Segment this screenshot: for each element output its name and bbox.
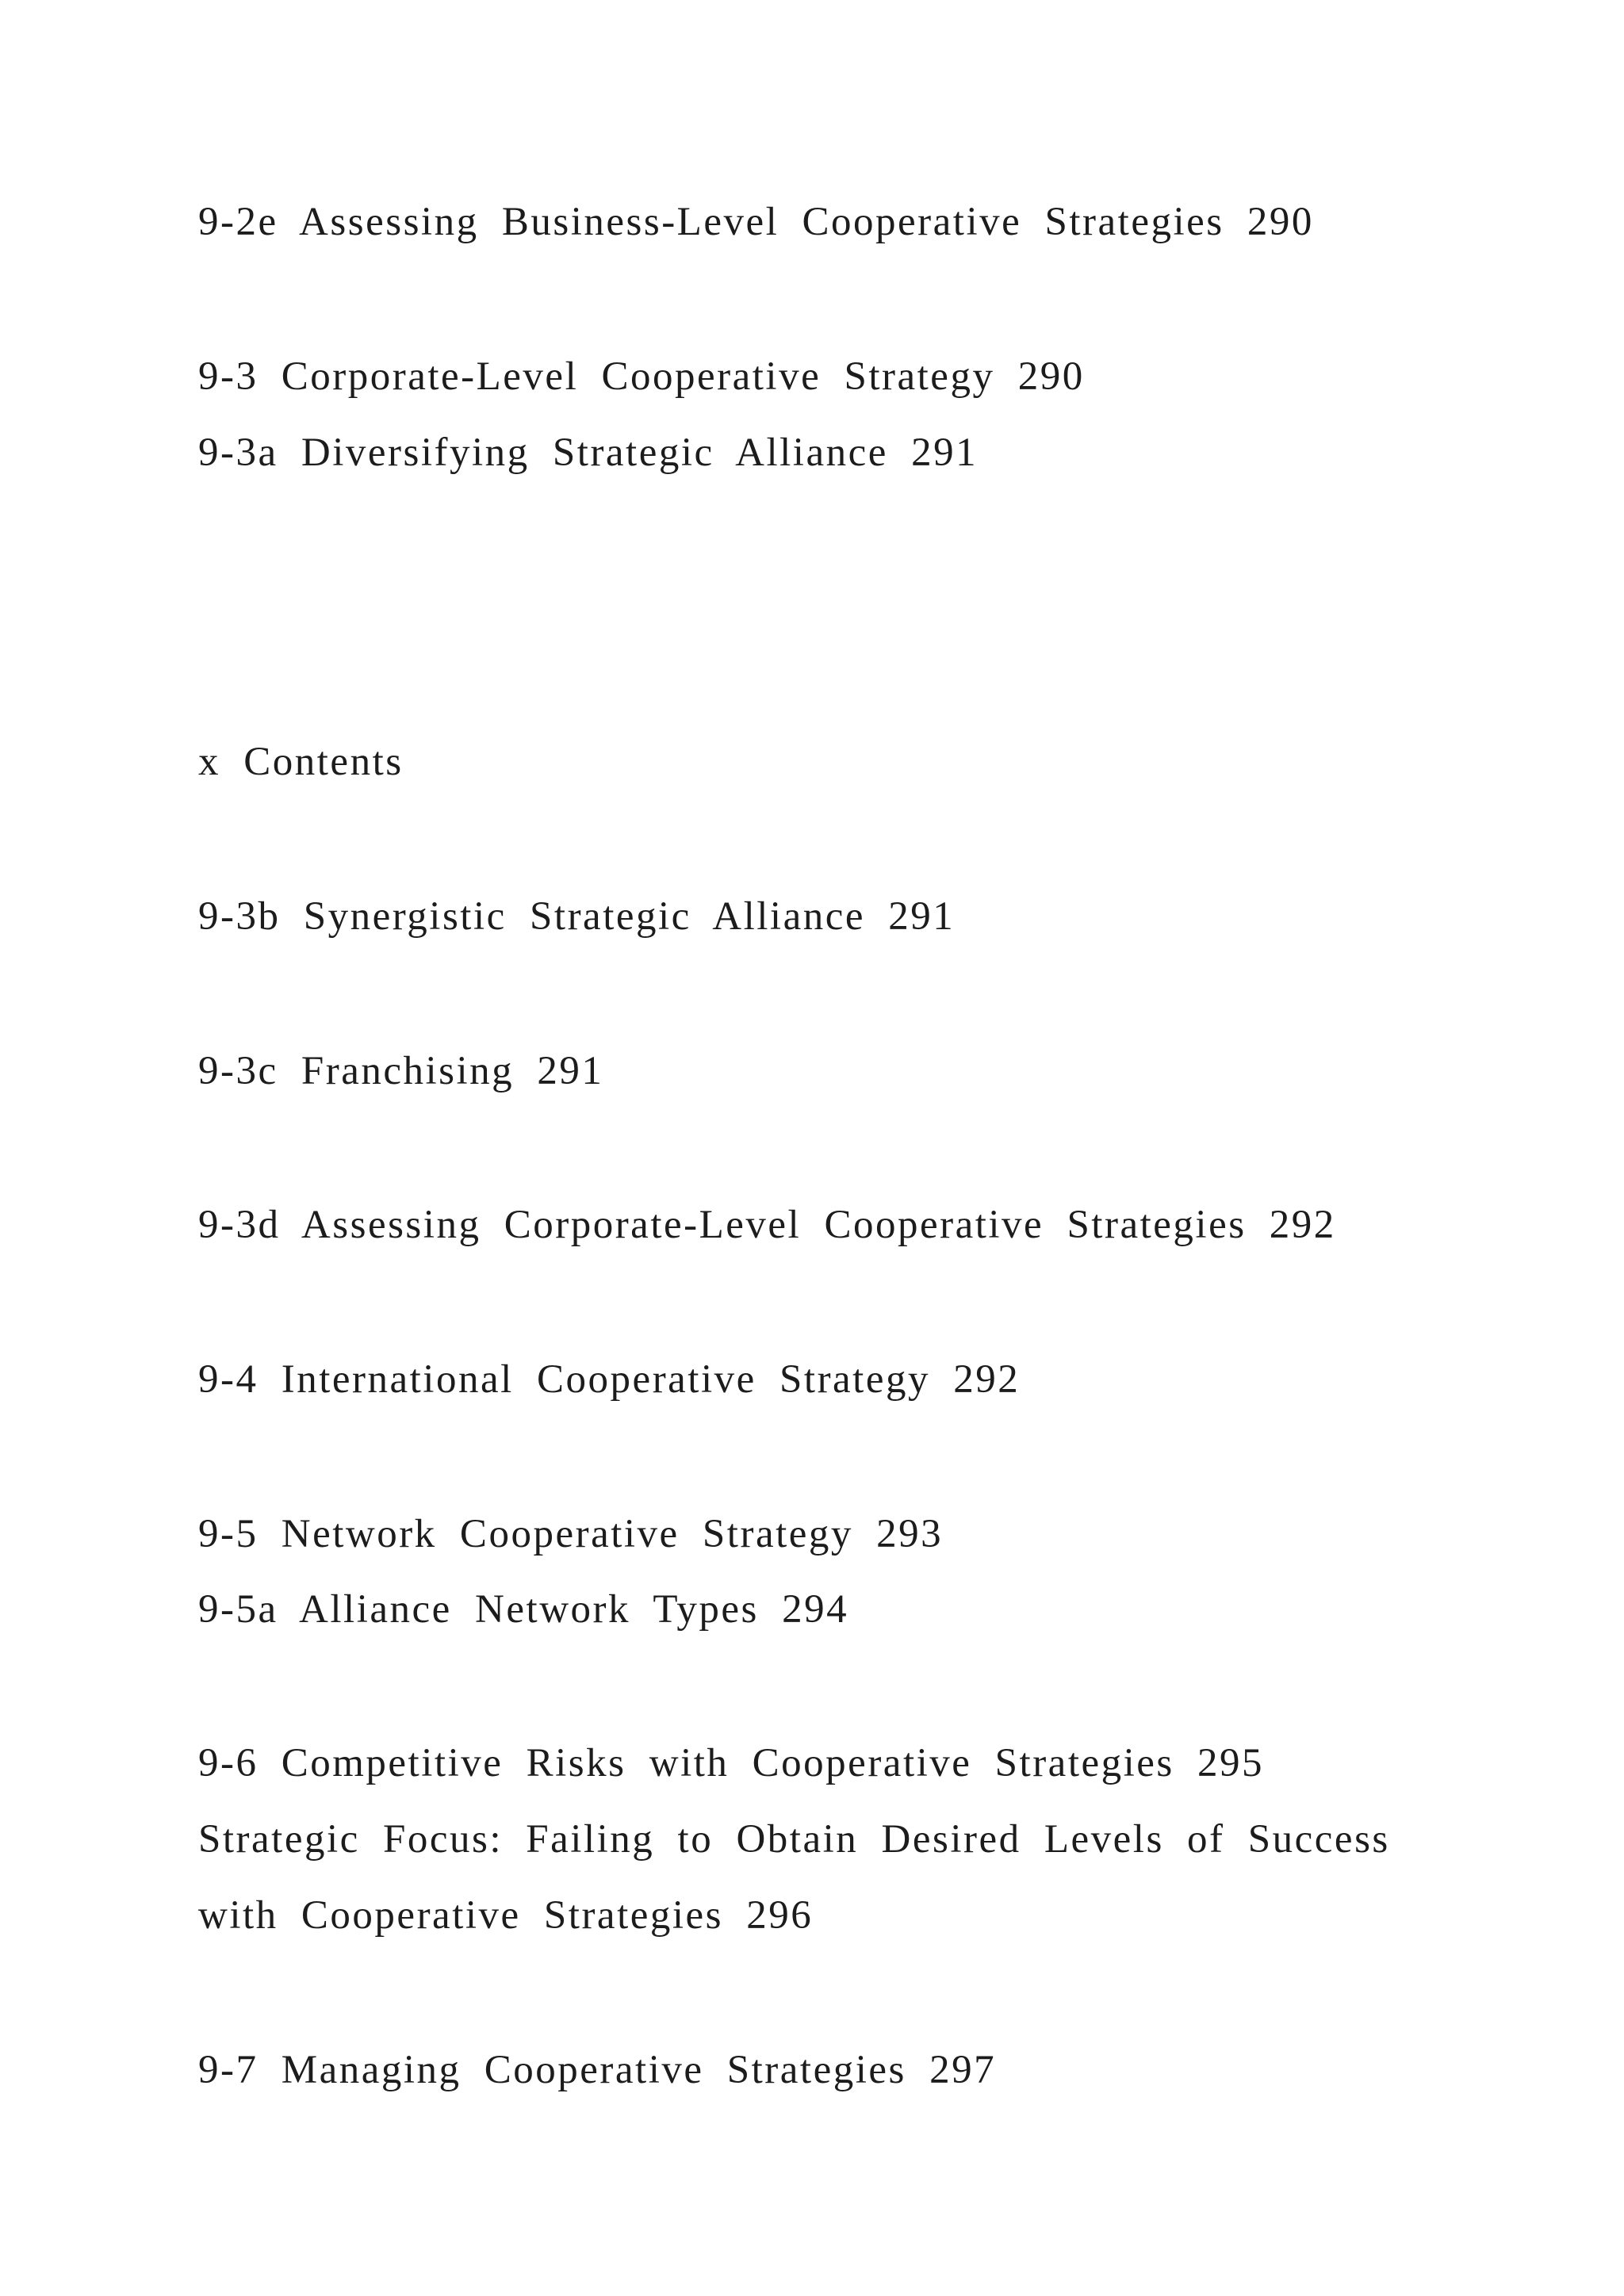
toc-entry-9-5: 9-5 Network Cooperative Strategy 293 [198,1512,944,1556]
toc-entry-9-3a: 9-3a Diversifying Strategic Alliance 291 [198,430,979,475]
toc-entry-strategic-focus: Strategic Focus: Failing to Obtain Desired Levels of Success [198,1817,1390,1862]
running-header: x Contents [198,740,404,784]
toc-entry-9-4: 9-4 International Cooperative Strategy 292 [198,1357,1021,1402]
toc-entry-9-6: 9-6 Competitive Risks with Cooperative Strategies 295 [198,1741,1265,1785]
toc-entry-9-3c: 9-3c Franchising 291 [198,1049,604,1093]
toc-entry-9-3: 9-3 Corporate-Level Cooperative Strategy 290 [198,354,1085,399]
toc-entry-strategic-focus-continued: with Cooperative Strategies 296 [198,1893,814,1938]
toc-entry-9-5a: 9-5a Alliance Network Types 294 [198,1587,849,1632]
toc-entry-9-7: 9-7 Managing Cooperative Strategies 297 [198,2048,997,2092]
toc-entry-9-3d: 9-3d Assessing Corporate-Level Cooperative Strategies 292 [198,1203,1336,1247]
toc-entry-9-2e: 9-2e Assessing Business-Level Cooperative Strategies 290 [198,200,1314,244]
toc-entry-9-3b: 9-3b Synergistic Strategic Alliance 291 [198,894,956,939]
